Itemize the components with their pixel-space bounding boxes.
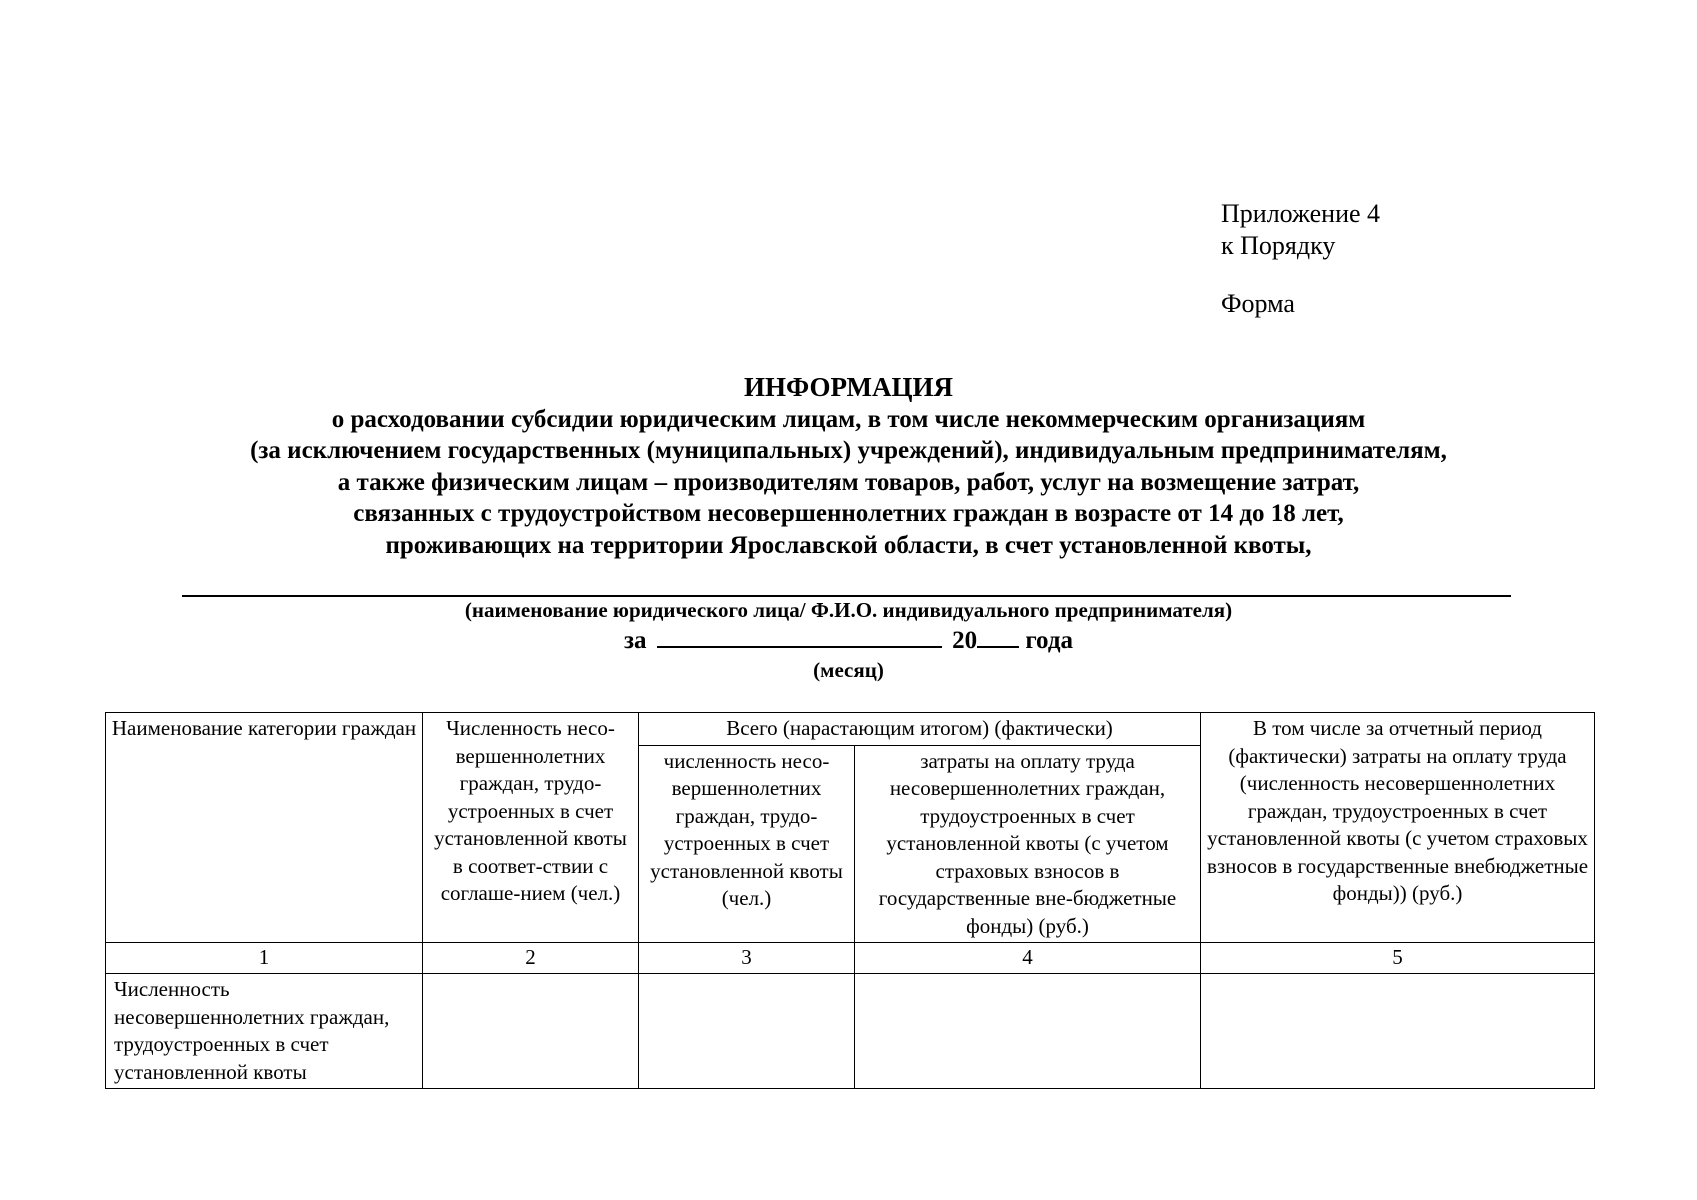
entity-name-caption: (наименование юридического лица/ Ф.И.О. индивидуального предпринимателя) (464, 598, 1233, 622)
year-prefix: 20 (952, 627, 978, 654)
month-caption: (месяц) (813, 658, 884, 682)
appendix-block (1221, 198, 1380, 320)
title-line-1: о расходовании субсидии юридическим лицам, в том числе некоммерческим организациям (331, 405, 1366, 433)
document-heading (0, 372, 1697, 561)
period-suffix: года (1025, 627, 1073, 654)
header-total-costs: затраты на оплату труда несовершеннолетних граждан, трудоустроенных в счет установленной квоты (с учетом страховых взносов в государственные вне-бюджетные фонды) (руб.) (855, 745, 1201, 943)
header-agreement-count: Численность несо-вершеннолетних граждан, трудо-устроенных в счет установленной квоты в соответ-ствии с соглаше-нием (чел.) (423, 713, 639, 943)
form-label: Форма (1221, 289, 1295, 318)
total-costs-cell[interactable] (855, 974, 1201, 1089)
total-count-cell[interactable] (639, 974, 855, 1089)
header-row-1 (106, 713, 1595, 746)
appendix-number: Приложение 4 (1221, 199, 1381, 228)
column-number-row (106, 943, 1595, 974)
title-line-3: а также физическим лицам – производителям товаров, работ, услуг на возмещение затрат, (337, 468, 1360, 496)
appendix-reference: к Порядку (1221, 231, 1336, 260)
period-costs-cell[interactable] (1201, 974, 1595, 1089)
column-number: 2 (423, 943, 639, 974)
period-prefix: за (624, 627, 647, 654)
document-title: ИНФОРМАЦИЯ (744, 372, 953, 402)
title-line-2: (за исключением государственных (муниципальных) учреждений), индивидуальным предпринимателям, (250, 437, 1447, 464)
column-number: 5 (1201, 943, 1595, 974)
header-total-count: численность несо-вершеннолетних граждан, трудо-устроенных в счет установленной квоты (чел.) (639, 745, 855, 943)
month-field[interactable] (657, 624, 942, 648)
year-field[interactable] (977, 624, 1019, 648)
report-table (105, 712, 1595, 1089)
column-number: 1 (106, 943, 423, 974)
title-line-5: проживающих на территории Ярославской области, в счет установленной квоты, (385, 531, 1312, 559)
column-number: 3 (639, 943, 855, 974)
agreement-count-cell[interactable] (423, 974, 639, 1089)
period-line (0, 624, 1697, 657)
header-total-group: Всего (нарастающим итогом) (фактически) (639, 713, 1201, 746)
title-line-4: связанных с трудоустройством несовершеннолетних граждан в возрасте от 14 до 18 лет, (353, 500, 1344, 527)
column-number: 4 (855, 943, 1201, 974)
table-row (106, 974, 1595, 1089)
header-period-costs: В том числе за отчетный период (фактически) затраты на оплату труда (численность несовершеннолетних граждан, трудоустроенных в счет установленной квоты (с учетом страховых взносов в государственные внебюджетные фонды)) (руб.) (1201, 713, 1595, 943)
header-category: Наименование категории граждан (106, 713, 423, 943)
row-label: Численность несовершеннолетних граждан, трудоустроенных в счет установленной квоты (106, 974, 423, 1089)
